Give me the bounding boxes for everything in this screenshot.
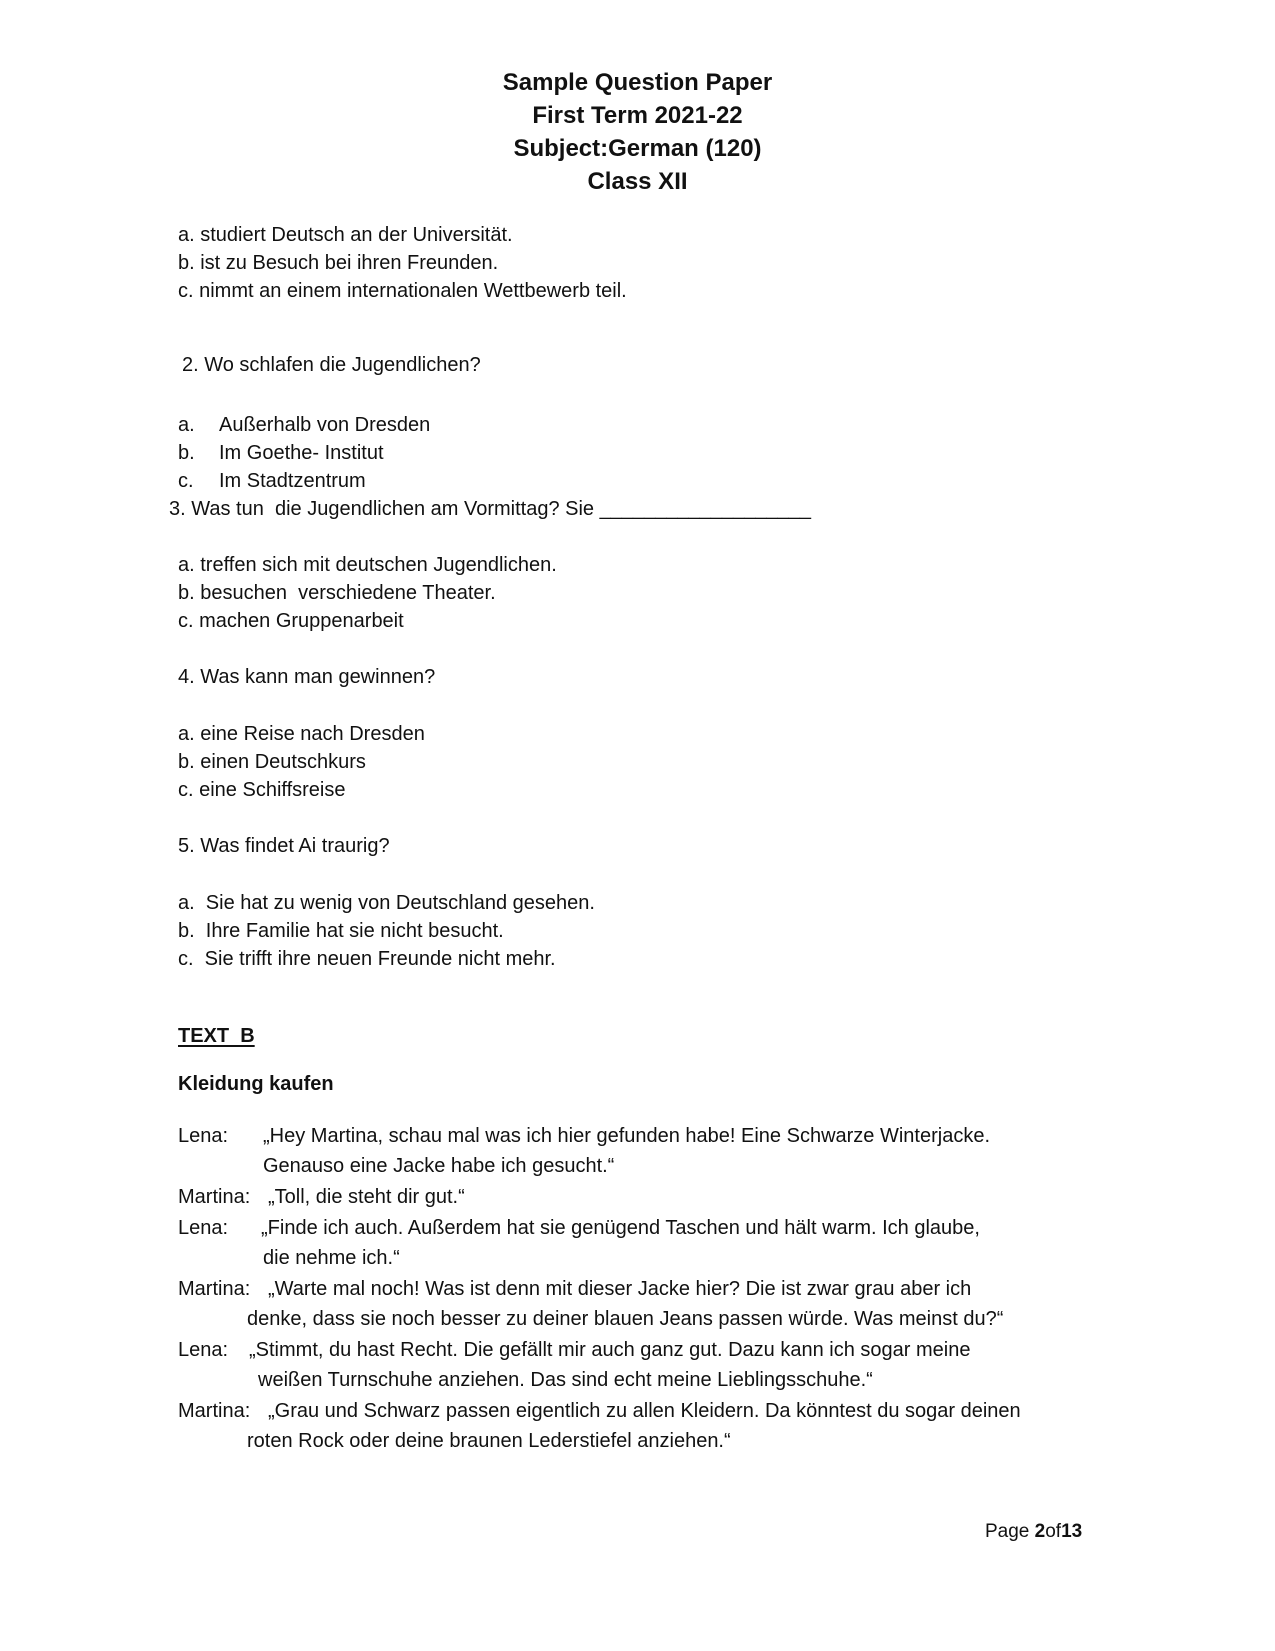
- dialogue-line: „Grau und Schwarz passen eigentlich zu allen Kleidern. Da könntest du sogar deinen: [268, 1400, 1021, 1422]
- option-text: Außerhalb von Dresden: [219, 414, 431, 436]
- dialogue-line: weißen Turnschuhe anziehen. Das sind echt meine Lieblingsschuhe.“: [258, 1369, 873, 1391]
- dialogue-speaker: Lena:: [178, 1339, 229, 1361]
- dialogue-speaker: Martina:: [178, 1278, 251, 1300]
- q5-option-a: a. Sie hat zu wenig von Deutschland gesehen.: [178, 892, 595, 914]
- header-title: Sample Question Paper: [502, 69, 773, 96]
- option-letter: a.: [178, 414, 195, 436]
- q5-option-c: c. Sie trifft ihre neuen Freunde nicht mehr.: [178, 948, 556, 970]
- q4-question: 4. Was kann man gewinnen?: [178, 666, 436, 688]
- option-letter: c.: [178, 470, 194, 492]
- text-b-subheading: Kleidung kaufen: [178, 1073, 334, 1095]
- option-text: Im Goethe- Institut: [219, 442, 384, 464]
- page-number: 2: [1034, 1521, 1046, 1542]
- page-total: 13: [1061, 1521, 1083, 1542]
- q4-option-c: c. eine Schiffsreise: [178, 779, 346, 801]
- dialogue-line: roten Rock oder deine braunen Lederstiefel anziehen.“: [247, 1430, 731, 1452]
- q3-question: 3. Was tun die Jugendlichen am Vormittag? Sie ___________________: [169, 498, 811, 520]
- q3-option-c: c. machen Gruppenarbeit: [178, 610, 404, 632]
- dialogue-speaker: Lena:: [178, 1217, 229, 1239]
- dialogue-line: Genauso eine Jacke habe ich gesucht.“: [263, 1155, 615, 1177]
- dialogue-line: „Warte mal noch! Was ist denn mit dieser Jacke hier? Die ist zwar grau aber ich: [268, 1278, 972, 1300]
- dialogue-speaker: Martina:: [178, 1186, 251, 1208]
- q4-option-a: a. eine Reise nach Dresden: [178, 723, 425, 745]
- q3-option-a: a. treffen sich mit deutschen Jugendlichen.: [178, 554, 557, 576]
- q2-option-a: [178, 412, 430, 438]
- dialogue-speaker: Martina:: [178, 1400, 251, 1422]
- dialogue-line: „Stimmt, du hast Recht. Die gefällt mir auch ganz gut. Dazu kann ich sogar meine: [249, 1339, 971, 1361]
- dialogue-line: „Toll, die steht dir gut.“: [268, 1186, 465, 1208]
- dialogue-line: „Finde ich auch. Außerdem hat sie genügend Taschen und hält warm. Ich glaube,: [261, 1217, 980, 1239]
- option-text: Im Stadtzentrum: [219, 470, 366, 492]
- dialogue-line: denke, dass sie noch besser zu deiner blauen Jeans passen würde. Was meinst du?“: [247, 1308, 1004, 1330]
- q5-question: 5. Was findet Ai traurig?: [178, 835, 390, 857]
- paper-header: [0, 66, 1275, 198]
- q2-option-c: [178, 468, 366, 494]
- q2-option-b: [178, 440, 384, 466]
- q5-option-b: b. Ihre Familie hat sie nicht besucht.: [178, 920, 504, 942]
- option-letter: b.: [178, 442, 195, 464]
- dialogue-line: die nehme ich.“: [263, 1247, 400, 1269]
- header-class: Class XII: [587, 168, 688, 195]
- q2-question: 2. Wo schlafen die Jugendlichen?: [182, 354, 481, 376]
- dialogue-line: „Hey Martina, schau mal was ich hier gefunden habe! Eine Schwarze Winterjacke.: [263, 1125, 991, 1147]
- header-term: First Term 2021-22: [532, 102, 743, 129]
- header-subject: Subject:German (120): [513, 135, 762, 162]
- page-footer: [985, 1519, 1082, 1545]
- q1-option-b: b. ist zu Besuch bei ihren Freunden.: [178, 252, 499, 274]
- page-of-label: of: [1045, 1521, 1062, 1542]
- q1-option-a: a. studiert Deutsch an der Universität.: [178, 224, 513, 246]
- q1-option-c: c. nimmt an einem internationalen Wettbewerb teil.: [178, 280, 627, 302]
- dialogue-speaker: Lena:: [178, 1125, 229, 1147]
- q4-option-b: b. einen Deutschkurs: [178, 751, 366, 773]
- page-label: Page: [985, 1521, 1035, 1542]
- q3-option-b: b. besuchen verschiedene Theater.: [178, 582, 496, 604]
- text-b-heading: TEXT B: [178, 1025, 255, 1047]
